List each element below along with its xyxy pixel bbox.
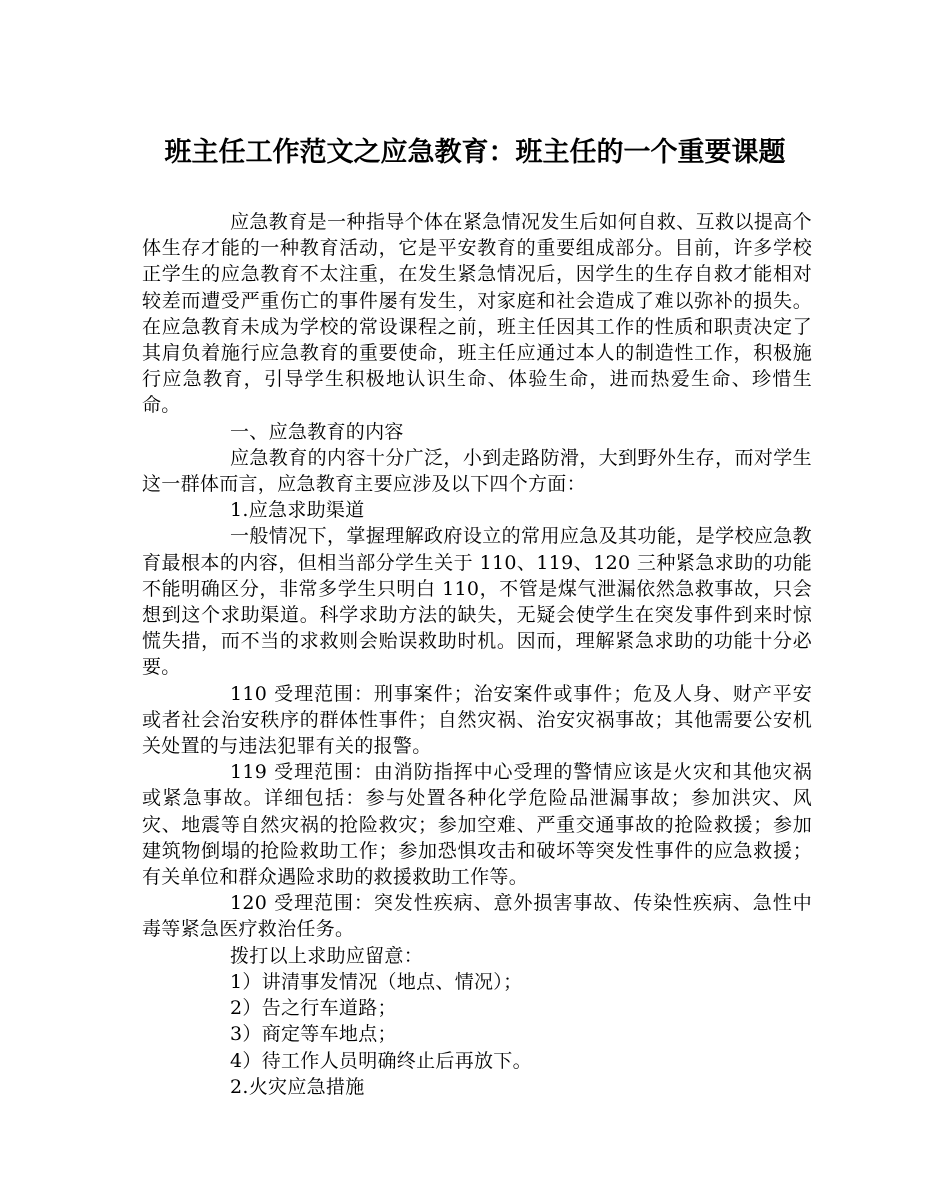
- document-title: 班主任工作范文之应急教育：班主任的一个重要课题: [164, 137, 786, 168]
- section-heading-content: 一、应急教育的内容: [230, 420, 404, 443]
- document-body: [142, 209, 812, 1100]
- paragraph-119-scope: 119 受理范围：由消防指挥中心受理的警情应该是火灾和其他灾祸或紧急事故。详细包括：参与处置各种化学危险品泄漏事故；参加洪灾、风灾、地震等自然灾祸的抢险救灾；参加空难、严重交通事故的抢险救援；参加建筑物倒塌的抢险救助工作；参加恐惧攻击和破坏等突发性事件的应急救援；有关单位和群众遇险求助的救援救助工作等。: [142, 761, 812, 889]
- paragraph-content-scope: 应急教育的内容十分广泛，小到走路防滑，大到野外生存，而对学生这一群体而言，应急教育主要应涉及以下四个方面：: [142, 446, 812, 496]
- subheading-emergency-help: 1.应急求助渠道: [230, 499, 365, 522]
- list-item-4: 4）待工作人员明确终止后再放下。: [230, 1049, 532, 1072]
- list-item-3: 3）商定等车地点；: [230, 1023, 397, 1046]
- list-item-2: 2）告之行车道路；: [230, 997, 397, 1020]
- paragraph-call-notes: 拨打以上求助应留意：: [230, 944, 424, 967]
- paragraph-120-scope: 120 受理范围：突发性疾病、意外损害事故、传染性疾病、急性中毒等紧急医疗救治任务。: [142, 892, 812, 941]
- list-item-1: 1）讲清事发情况（地点、情况）；: [230, 970, 523, 993]
- paragraph-110-scope: 110 受理范围：刑事案件；治安案件或事件；危及人身、财产平安或者社会治安秩序的群体性事件；自然灾祸、治安灾祸事故；其他需要公安机关处置的与违法犯罪有关的报警。: [142, 682, 812, 758]
- paragraph-intro: 应急教育是一种指导个体在紧急情况发生后如何自救、互救以提高个体生存才能的一种教育活动，它是平安教育的重要组成部分。目前，许多学校正学生的应急教育不太注重，在发生紧急情况后，因学生的生存自救才能相对较差而遭受严重伤亡的事件屡有发生，对家庭和社会造成了难以弥补的损失。在应急教育未成为学校的常设课程之前，班主任因其工作的性质和职责决定了其肩负着施行应急教育的重要使命，班主任应通过本人的制造性工作，积极施行应急教育，引导学生积极地认识生命、体验生命，进而热爱生命、珍惜生命。: [142, 211, 812, 417]
- subheading-fire-measures: 2.火灾应急措施: [230, 1075, 365, 1098]
- paragraph-emergency-help: 一般情况下，掌握理解政府设立的常用应急及其功能，是学校应急教育最根本的内容，但相当部分学生关于 110、119、120 三种紧急求助的功能不能明确区分，非常多学生只明白 110，不管是煤气泄漏依然急救事故，只会想到这个求助渠道。科学求助方法的缺失，无疑会使学生在突发事件到来时惊慌失措，而不当的求救则会贻误救助时机。因而，理解紧急求助的功能十分必要。: [142, 525, 812, 679]
